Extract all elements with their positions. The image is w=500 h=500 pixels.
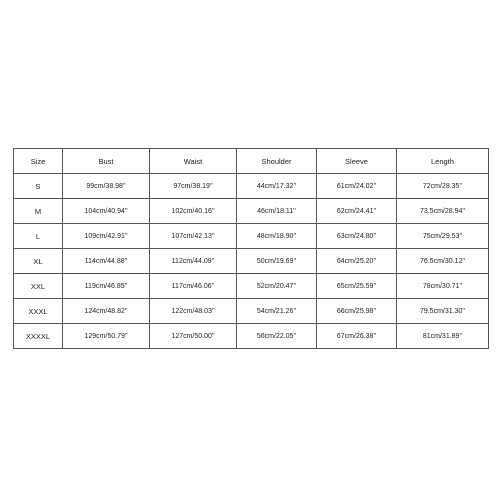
shoulder-cell: 44cm/17.32''	[237, 174, 317, 199]
length-cell: 73.5cm/28.94''	[397, 199, 489, 224]
waist-cell: 117cm/46.06''	[150, 274, 237, 299]
size-cell: XXL	[14, 274, 63, 299]
shoulder-cell: 52cm/20.47''	[237, 274, 317, 299]
size-cell: S	[14, 174, 63, 199]
header-sleeve: Sleeve	[317, 149, 397, 174]
header-shoulder: Shoulder	[237, 149, 317, 174]
size-chart-table	[13, 148, 489, 349]
sleeve-cell: 66cm/25.98''	[317, 299, 397, 324]
shoulder-cell: 48cm/18.90''	[237, 224, 317, 249]
length-cell: 72cm/28.35''	[397, 174, 489, 199]
table-row	[14, 199, 489, 224]
table-row	[14, 299, 489, 324]
size-cell: XL	[14, 249, 63, 274]
table-row	[14, 174, 489, 199]
sleeve-cell: 65cm/25.59''	[317, 274, 397, 299]
table-row	[14, 224, 489, 249]
table-row	[14, 274, 489, 299]
length-cell: 78cm/30.71''	[397, 274, 489, 299]
length-cell: 76.5cm/30.12''	[397, 249, 489, 274]
header-waist: Waist	[150, 149, 237, 174]
waist-cell: 122cm/48.03''	[150, 299, 237, 324]
waist-cell: 97cm/38.19''	[150, 174, 237, 199]
header-size: Size	[14, 149, 63, 174]
size-cell: L	[14, 224, 63, 249]
sleeve-cell: 62cm/24.41''	[317, 199, 397, 224]
header-length: Length	[397, 149, 489, 174]
size-cell: M	[14, 199, 63, 224]
waist-cell: 127cm/50.00''	[150, 324, 237, 349]
sleeve-cell: 64cm/25.20''	[317, 249, 397, 274]
shoulder-cell: 56cm/22.05''	[237, 324, 317, 349]
bust-cell: 109cm/42.91''	[63, 224, 150, 249]
size-cell: XXXXL	[14, 324, 63, 349]
waist-cell: 112cm/44.09''	[150, 249, 237, 274]
bust-cell: 129cm/50.79''	[63, 324, 150, 349]
bust-cell: 114cm/44.88''	[63, 249, 150, 274]
length-cell: 75cm/29.53''	[397, 224, 489, 249]
bust-cell: 124cm/48.82''	[63, 299, 150, 324]
length-cell: 79.5cm/31.30''	[397, 299, 489, 324]
shoulder-cell: 50cm/19.69''	[237, 249, 317, 274]
size-cell: XXXL	[14, 299, 63, 324]
table-row	[14, 324, 489, 349]
bust-cell: 104cm/40.94''	[63, 199, 150, 224]
bust-cell: 119cm/46.85''	[63, 274, 150, 299]
length-cell: 81cm/31.89''	[397, 324, 489, 349]
sleeve-cell: 67cm/26.38''	[317, 324, 397, 349]
shoulder-cell: 54cm/21.26''	[237, 299, 317, 324]
header-bust: Bust	[63, 149, 150, 174]
waist-cell: 102cm/40.16''	[150, 199, 237, 224]
shoulder-cell: 46cm/18.11''	[237, 199, 317, 224]
table-header-row	[14, 149, 489, 174]
sleeve-cell: 61cm/24.02''	[317, 174, 397, 199]
sleeve-cell: 63cm/24.80''	[317, 224, 397, 249]
bust-cell: 99cm/38.98''	[63, 174, 150, 199]
table-row	[14, 249, 489, 274]
waist-cell: 107cm/42.13''	[150, 224, 237, 249]
